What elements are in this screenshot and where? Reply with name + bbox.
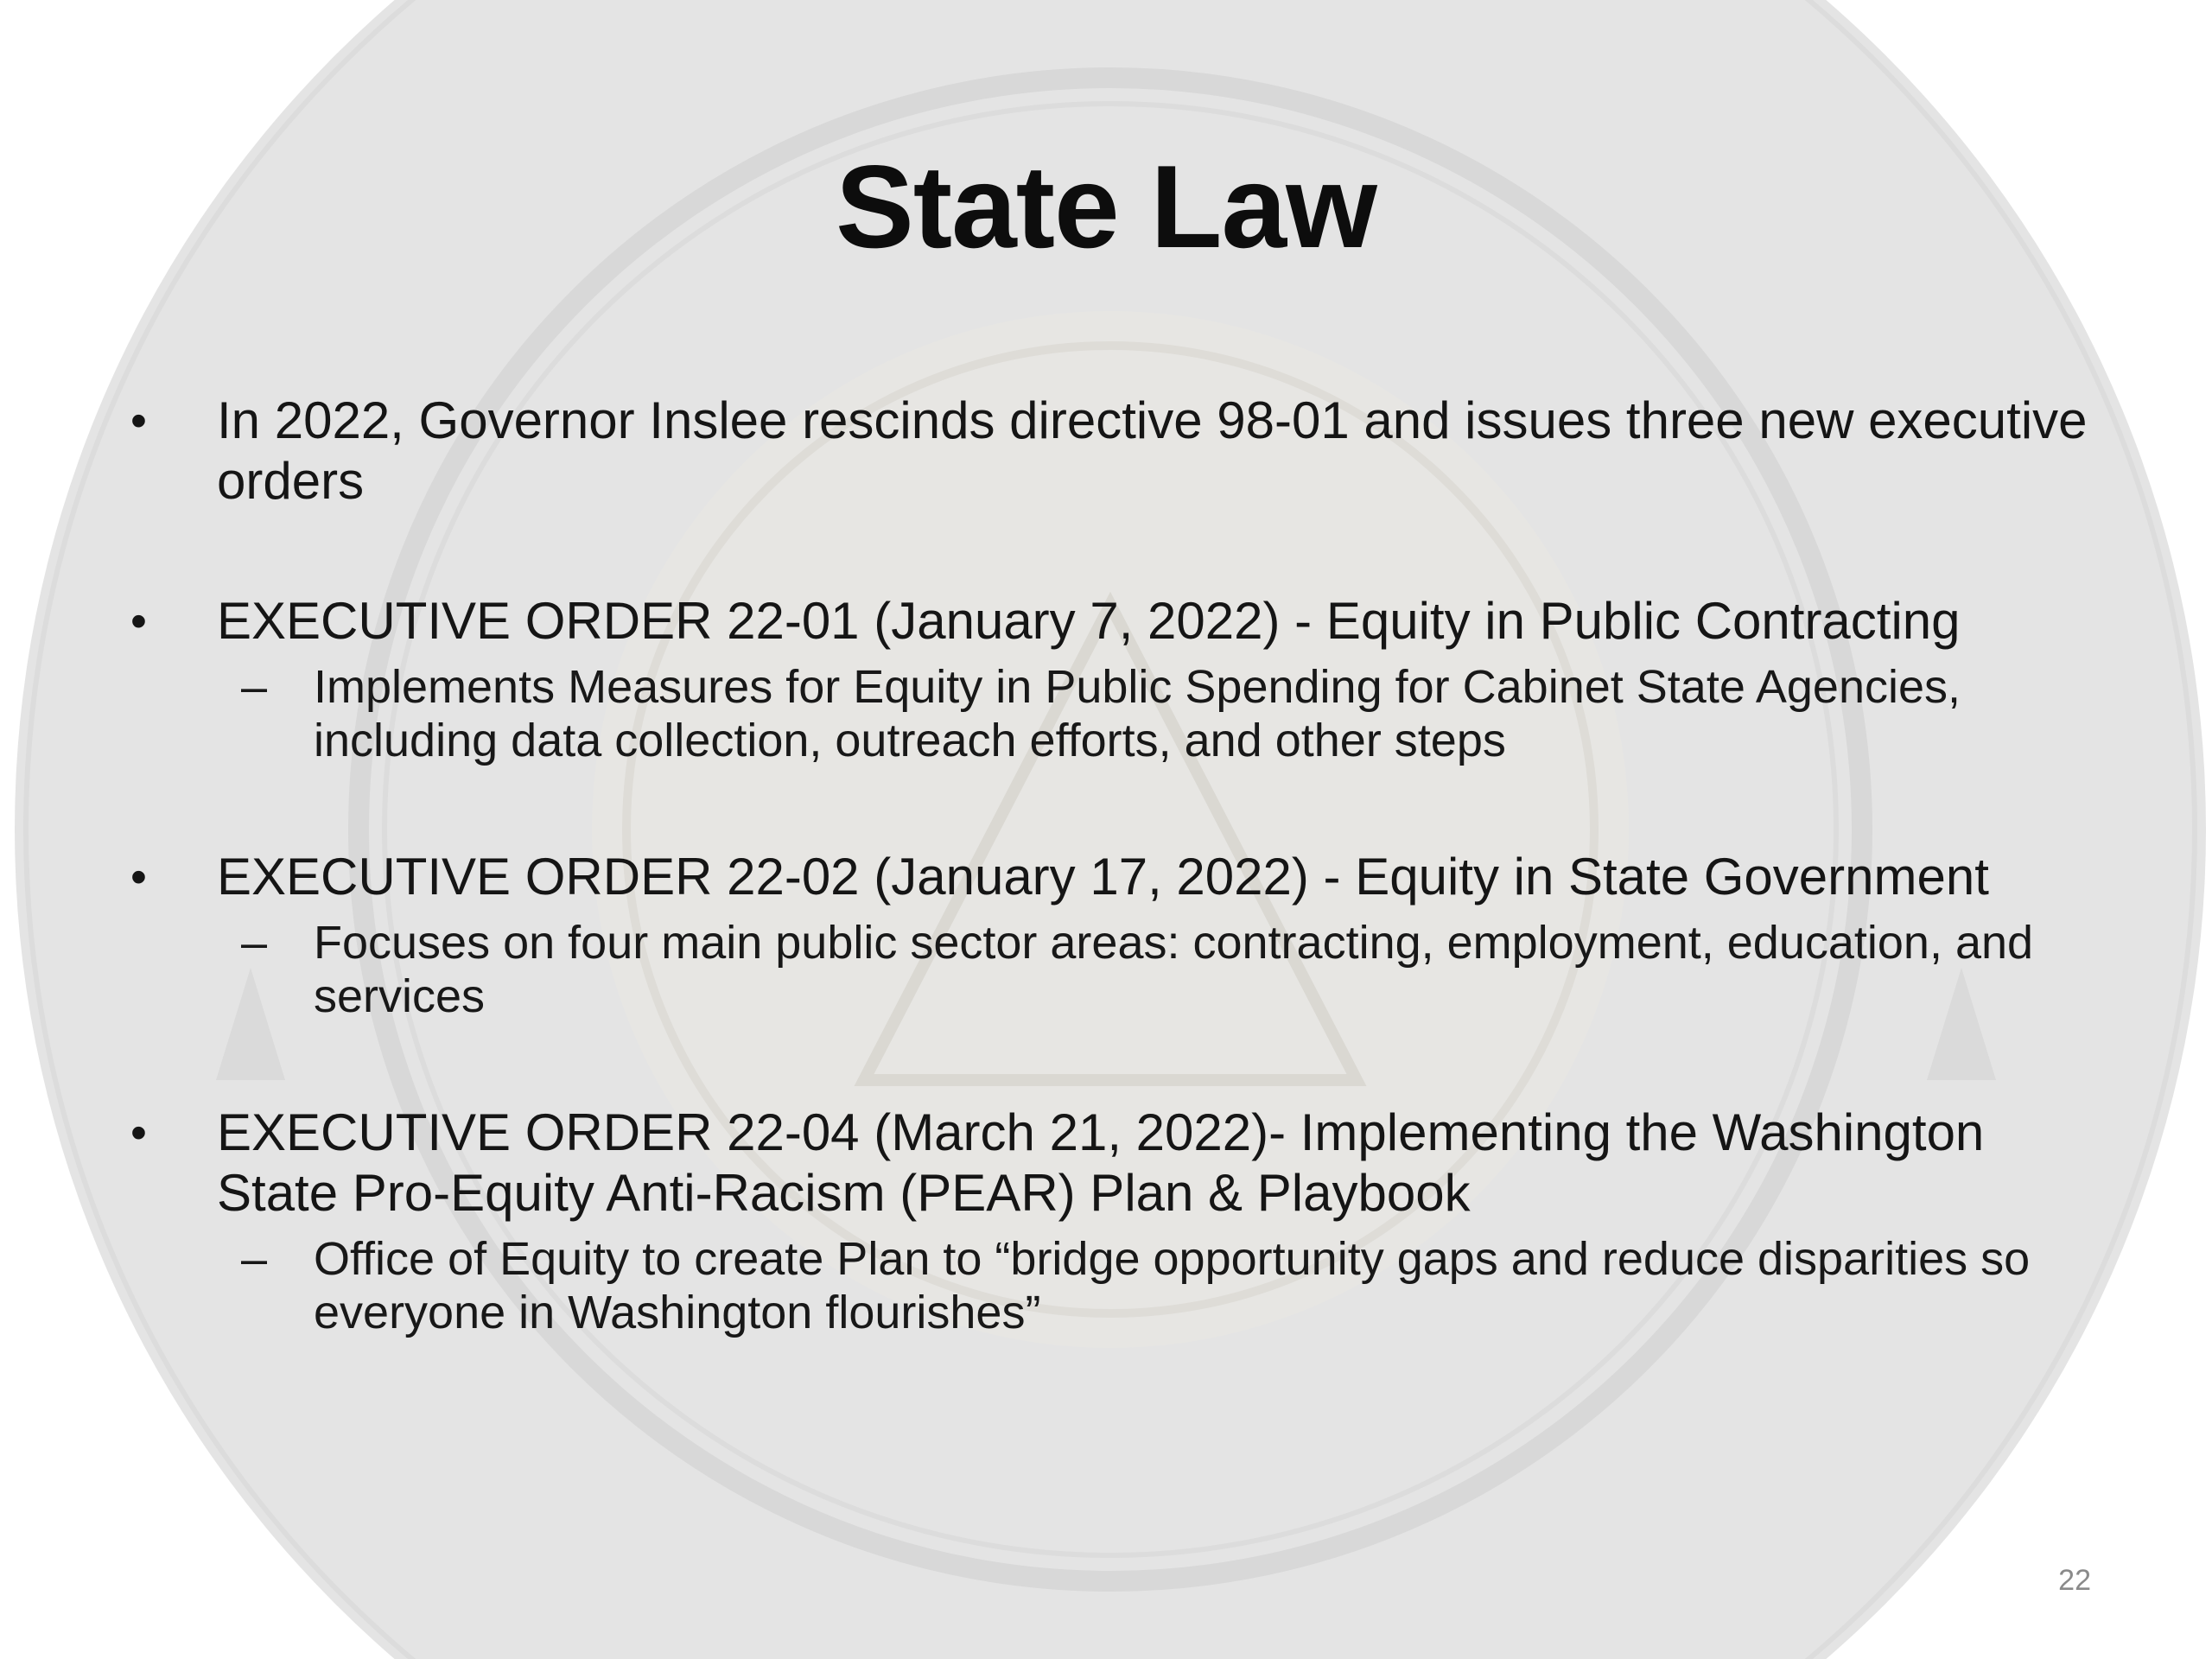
sub-bullet-item [217,660,2113,767]
sub-bullet-list [217,1232,2113,1339]
sub-bullet-text: Implements Measures for Equity in Public Spending for Cabinet State Agencies, including data collection, outreach efforts, and other steps [314,661,1961,766]
bullet-dot-icon: • [130,595,147,647]
bullet-dot-icon: • [130,1107,147,1159]
page-number: 22 [2058,1564,2091,1597]
sub-bullet-list [217,916,2113,1023]
bullet-list [125,391,2113,1339]
bullet-dot-icon: • [130,395,147,447]
sub-bullet-item [217,1232,2113,1339]
bullet-item [125,847,2113,1023]
bullet-text: EXECUTIVE ORDER 22-01 (January 7, 2022) - Equity in Public Contracting [217,592,1961,650]
sub-bullet-item [217,916,2113,1023]
slide-title: State Law [836,141,1376,272]
sub-bullet-list [217,660,2113,767]
bullet-item [125,1103,2113,1339]
bullet-item [125,591,2113,767]
en-dash-icon: – [241,1233,268,1285]
bullet-text: EXECUTIVE ORDER 22-02 (January 17, 2022) - Equity in State Government [217,848,1989,906]
bullet-text: EXECUTIVE ORDER 22-04 (March 21, 2022)- Implementing the Washington State Pro-Equity Anti-Racism (PEAR) Plan & Playbook [217,1103,1985,1222]
bullet-item [125,391,2113,512]
bullet-dot-icon: • [130,851,147,903]
sub-bullet-text: Focuses on four main public sector areas: contracting, employment, education, and services [314,917,2034,1022]
en-dash-icon: – [241,917,268,969]
bullet-text: In 2022, Governor Inslee rescinds directive 98-01 and issues three new executive orders [217,391,2088,510]
sub-bullet-text: Office of Equity to create Plan to “bridge opportunity gaps and reduce disparities so everyone in Washington flourishes” [314,1233,2031,1338]
en-dash-icon: – [241,661,268,713]
